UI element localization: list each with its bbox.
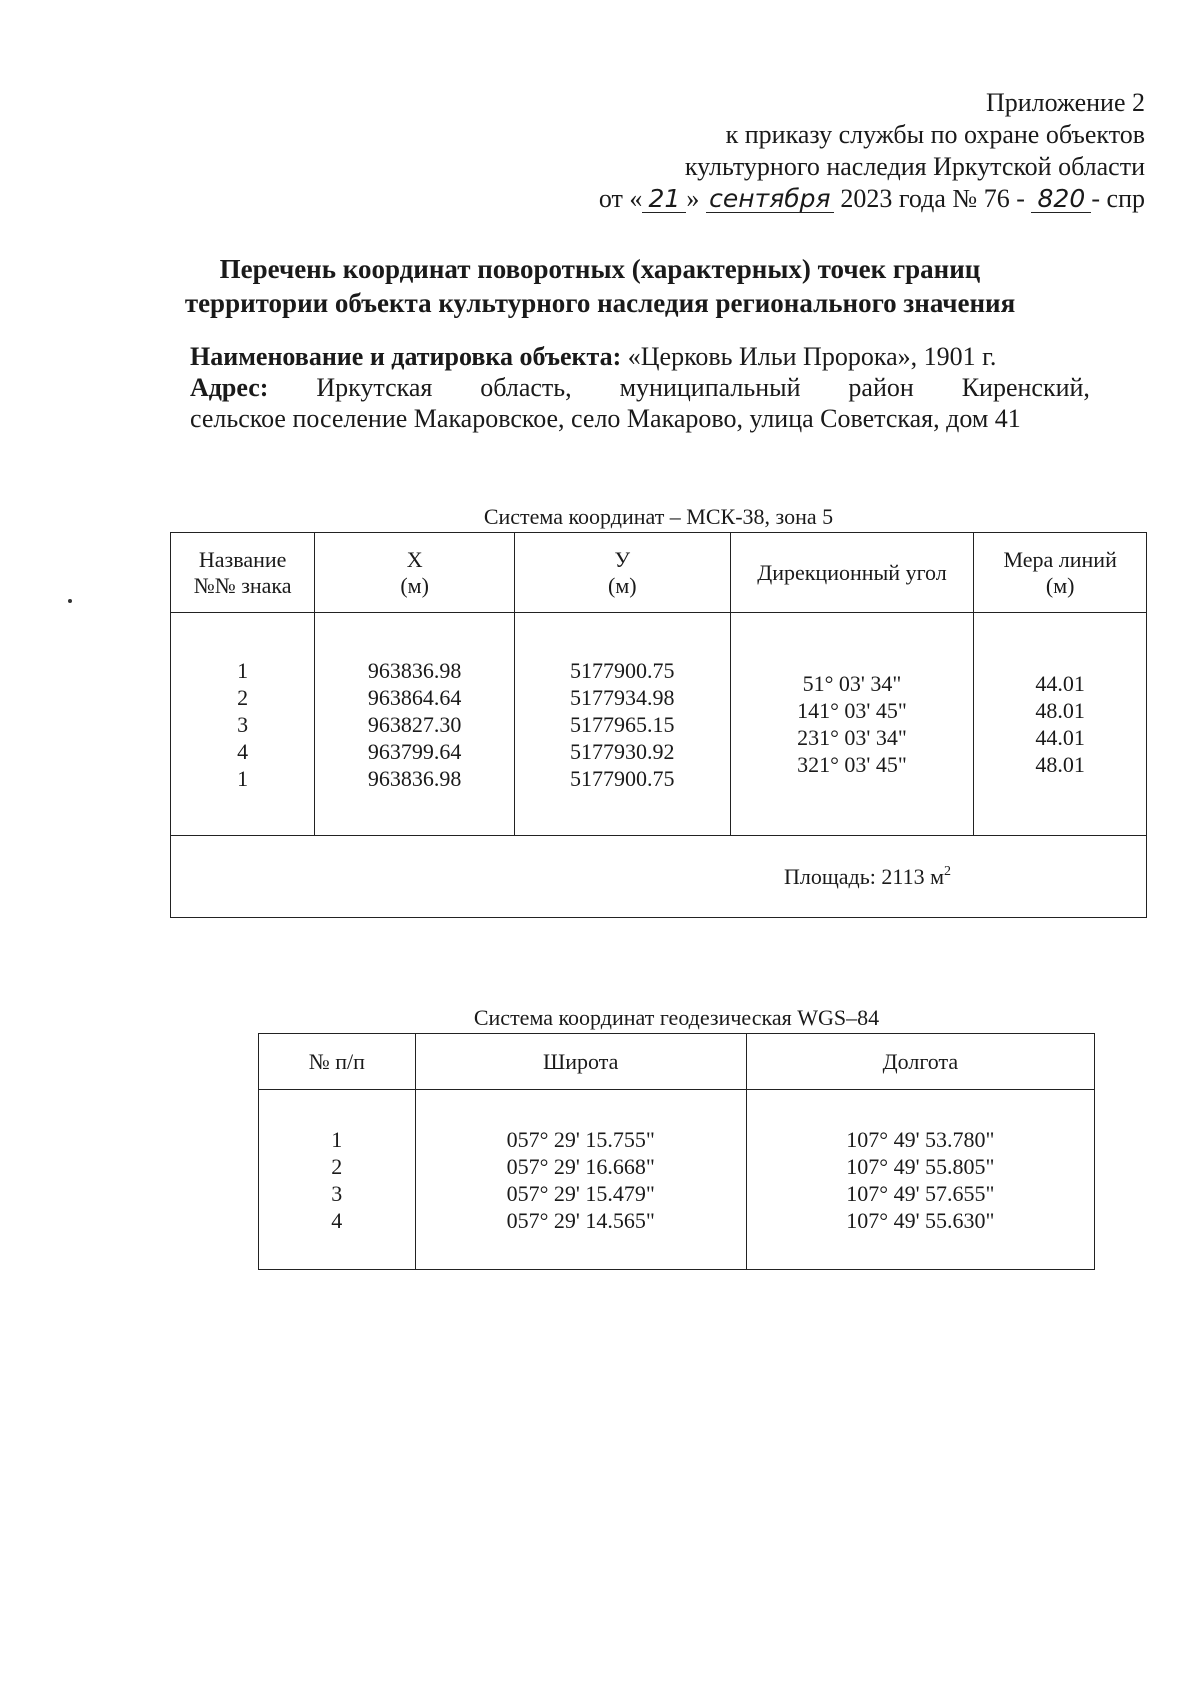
order-ref-line2: культурного наследия Иркутской области (684, 152, 1145, 181)
header-text: №№ знака (193, 572, 292, 598)
x-value: 963836.98 (367, 765, 462, 791)
address-line2: сельское поселение Макаровское, село Макарово, улица Советская, дом 41 (190, 404, 1021, 433)
address-word: район (848, 373, 914, 402)
col-header-number: № п/п (259, 1034, 416, 1090)
point-name: 1 (237, 657, 249, 683)
latitude-value: 057° 29' 16.668" (506, 1153, 655, 1179)
object-name-line (190, 341, 1090, 372)
direction-angles-cell (730, 613, 974, 836)
col-header-point-name (171, 533, 315, 613)
table2-caption: Система координат геодезическая WGS–84 (473, 1005, 880, 1030)
order-date-line (599, 184, 1145, 214)
order-ref-line1: к приказу службы по охране объектов (725, 120, 1145, 149)
y-value: 5177930.92 (570, 738, 675, 764)
scan-speck (68, 599, 72, 603)
longitudes-cell (746, 1090, 1094, 1270)
msk38-coordinates-table (170, 532, 1147, 918)
row-number: 1 (331, 1126, 343, 1152)
handwritten-order-number: 820 (1031, 186, 1091, 213)
y-values-cell (514, 613, 730, 836)
latitude-value: 057° 29' 14.565" (506, 1207, 655, 1233)
line-length: 48.01 (1035, 752, 1085, 777)
x-value: 963827.30 (367, 711, 462, 737)
latitude-value: 057° 29' 15.479" (506, 1180, 655, 1206)
y-value: 5177965.15 (570, 711, 675, 737)
direction-angle: 51° 03' 34" (802, 671, 902, 696)
col-header-y (514, 533, 730, 613)
latitude-value: 057° 29' 15.755" (506, 1126, 655, 1152)
y-value: 5177934.98 (570, 684, 675, 710)
table1-area-row (171, 836, 1147, 918)
col-header-latitude: Широта (415, 1034, 746, 1090)
row-number: 3 (331, 1180, 343, 1206)
direction-angle: 231° 03' 34" (797, 725, 907, 750)
row-number: 2 (331, 1153, 343, 1179)
point-name: 1 (237, 765, 249, 791)
table2-header-row (259, 1034, 1095, 1090)
x-value: 963864.64 (367, 684, 462, 710)
row-number: 4 (331, 1207, 343, 1233)
address-word: область, (480, 373, 572, 402)
direction-angle: 141° 03' 45" (797, 698, 907, 723)
year-text: 2023 года № 76 - (840, 184, 1025, 213)
object-name-label: Наименование и датировка объекта: (190, 342, 622, 371)
y-value: 5177900.75 (570, 657, 675, 683)
y-value: 5177900.75 (570, 765, 675, 791)
area-cell (171, 836, 1147, 918)
col-header-x (315, 533, 515, 613)
col-header-longitude: Долгота (746, 1034, 1094, 1090)
order-suffix: - спр (1091, 184, 1145, 213)
table1-header-row (171, 533, 1147, 613)
handwritten-day: 21 (642, 186, 686, 213)
col-header-direction-angle (730, 533, 974, 613)
header-text: (м) (608, 572, 637, 598)
appendix-title: Приложение 2 (985, 88, 1145, 117)
date-mid: » (686, 184, 700, 213)
header-text: Дирекционный угол (757, 559, 947, 585)
document-title-line1: Перечень координат поворотных (характерных) точек границ (219, 254, 981, 284)
header-text: Мера линий (1003, 546, 1117, 572)
address-line1 (190, 372, 1090, 403)
header-text: X (406, 546, 423, 572)
area-unit-exponent: 2 (944, 863, 951, 879)
date-prefix: от « (598, 184, 643, 213)
header-text: (м) (400, 572, 429, 598)
area-text: Площадь: 2113 м (783, 863, 944, 889)
x-value: 963799.64 (367, 738, 462, 764)
latitudes-cell (415, 1090, 746, 1270)
point-names-cell (171, 613, 315, 836)
numbers-cell (259, 1090, 416, 1270)
longitude-value: 107° 49' 57.655" (846, 1180, 995, 1206)
x-value: 963836.98 (367, 657, 462, 683)
point-name: 4 (237, 738, 249, 764)
address-word: Иркутская (316, 373, 433, 402)
address-word: муниципальный (619, 373, 801, 402)
document-title-line2: территории объекта культурного наследия регионального значения (184, 288, 1016, 318)
table1-caption: Система координат – МСК-38, зона 5 (483, 504, 834, 529)
point-name: 2 (237, 684, 249, 710)
point-name: 3 (237, 711, 249, 737)
longitude-value: 107° 49' 55.630" (846, 1207, 995, 1233)
line-length: 44.01 (1035, 671, 1085, 696)
table2-data-row (259, 1090, 1095, 1270)
header-text: У (614, 546, 631, 572)
x-values-cell (315, 613, 515, 836)
wgs84-coordinates-table (258, 1033, 1095, 1270)
header-text: (м) (1045, 572, 1075, 598)
table1-data-row (171, 613, 1147, 836)
longitude-value: 107° 49' 53.780" (846, 1126, 995, 1152)
direction-angle: 321° 03' 45" (797, 752, 907, 777)
object-name-value: «Церковь Ильи Пророка», 1901 г. (621, 342, 997, 371)
address-word: Киренский, (961, 373, 1090, 402)
address-label: Адрес: (190, 373, 269, 402)
col-header-line-length (974, 533, 1147, 613)
line-length: 48.01 (1035, 698, 1085, 723)
longitude-value: 107° 49' 55.805" (846, 1153, 995, 1179)
handwritten-month: сентября (706, 186, 834, 213)
line-lengths-cell (974, 613, 1147, 836)
header-text: Название (198, 546, 287, 572)
line-length: 44.01 (1035, 725, 1085, 750)
